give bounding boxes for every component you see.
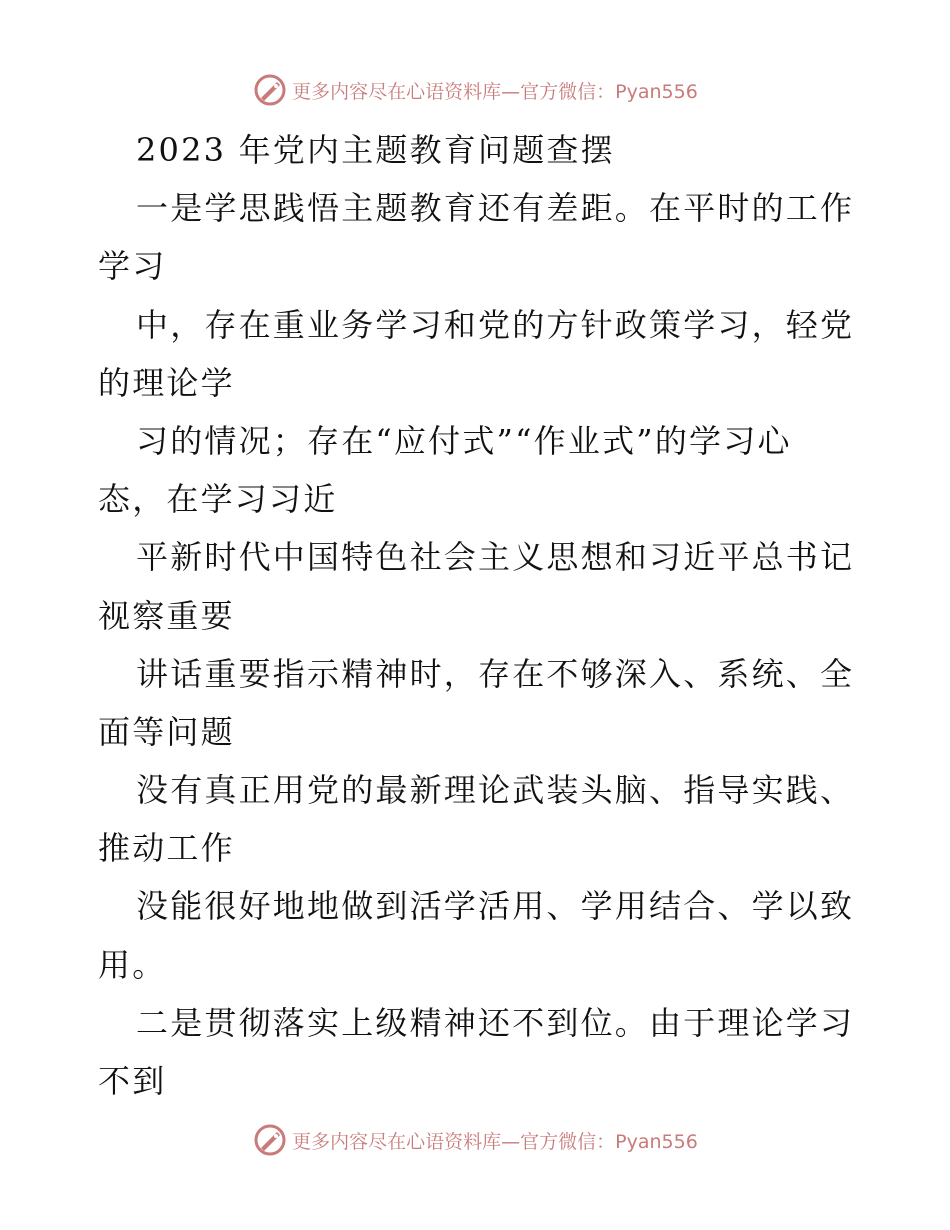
document-body: [98, 121, 858, 1110]
text-line: 不到: [98, 1062, 167, 1100]
text-line: 习的情况；存在“应付式”“作业式”的学习心: [136, 421, 792, 460]
text-line: 一是学思践悟主题教育还有差距。在平时的工作: [136, 189, 855, 228]
text-line: 平新时代中国特色社会主义思想和习近平总书记: [136, 538, 855, 577]
text-line: 视察重要: [98, 596, 235, 635]
text-line: 用。: [98, 945, 167, 984]
pen-nib-logo-icon: [252, 72, 288, 108]
watermark-text: 更多内容尽在心语资料库—官方微信：Pyan556: [292, 1130, 698, 1153]
text-line: 二是贯彻落实上级精神还不到位。由于理论学习: [136, 1003, 855, 1042]
text-line: 推动工作: [98, 829, 235, 868]
text-line: 面等问题: [98, 712, 235, 751]
text-line: 学习: [98, 247, 167, 286]
pen-nib-logo-icon: [252, 1122, 288, 1158]
text-line: 态，在学习习近: [98, 480, 338, 519]
text-line: 中，存在重业务学习和党的方针政策学习，轻党: [136, 305, 855, 344]
text-line: 讲话重要指示精神时，存在不够深入、系统、全: [136, 654, 855, 693]
footer-watermark: [0, 1120, 950, 1160]
text-line: 没能很好地地做到活学活用、学用结合、学以致: [136, 887, 855, 926]
text-line: 的理论学: [98, 363, 235, 402]
header-watermark: [0, 70, 950, 110]
text-line: 2023 年党内主题教育问题查摆: [136, 131, 615, 169]
text-line: 没有真正用党的最新理论武装头脑、指导实践、: [136, 771, 855, 810]
watermark-text: 更多内容尽在心语资料库—官方微信：Pyan556: [292, 80, 698, 103]
